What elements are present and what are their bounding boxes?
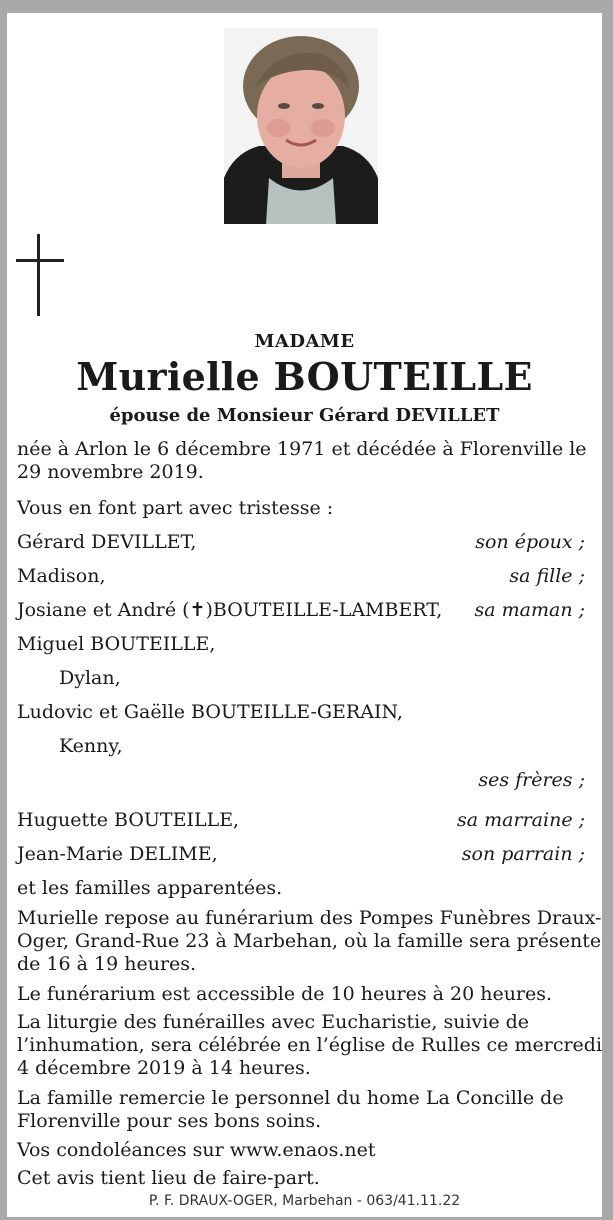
liturgy-line-1: La liturgie des funérailles avec Eucharistie, suivie de bbox=[17, 1011, 530, 1033]
family-name: Miguel BOUTEILLE, bbox=[17, 633, 216, 655]
family-name: Gérard DEVILLET, bbox=[17, 531, 197, 553]
funerarium-line-1: Murielle repose au funérarium des Pompes Funèbres Draux- bbox=[17, 907, 602, 929]
thanks-line-1: La famille remercie le personnel du home La Concille de bbox=[17, 1087, 564, 1109]
funerarium-line-2: Oger, Grand-Rue 23 à Marbehan, où la famille sera présente bbox=[17, 930, 602, 952]
liturgy-line-2: l’inhumation, sera célébrée en l’église de Rulles ce mercredi bbox=[17, 1034, 603, 1056]
family-name: Huguette BOUTEILLE, bbox=[17, 809, 240, 831]
intro-text: Vous en font part avec tristesse : bbox=[17, 497, 334, 519]
spouse-line: épouse de Monsieur Gérard DEVILLET bbox=[109, 405, 500, 426]
deceased-name: Murielle BOUTEILLE bbox=[76, 354, 533, 399]
family-relation: sa maman ; bbox=[474, 599, 585, 621]
obituary-card bbox=[7, 13, 602, 1217]
family-relation: son parrain ; bbox=[461, 843, 585, 865]
family-name: Josiane et André (✝)BOUTEILLE-LAMBERT, bbox=[17, 599, 443, 621]
portrait-image bbox=[224, 28, 378, 224]
portrait-photo bbox=[224, 28, 378, 224]
family-relation: sa fille ; bbox=[509, 565, 585, 587]
thanks-line-2: Florenville pour ses bons soins. bbox=[17, 1110, 322, 1132]
announcement-line: Cet avis tient lieu de faire-part. bbox=[17, 1167, 320, 1189]
birth-death-line-1: née à Arlon le 6 décembre 1971 et décédée à Florenville le bbox=[17, 438, 587, 460]
family-relation: son époux ; bbox=[475, 531, 585, 553]
family-name: Kenny, bbox=[59, 735, 123, 757]
condolences-line: Vos condoléances sur www.enaos.net bbox=[17, 1139, 376, 1161]
family-name: Jean-Marie DELIME, bbox=[17, 843, 218, 865]
funeral-home-footer: P. F. DRAUX-OGER, Marbehan - 063/41.11.22 bbox=[148, 1193, 461, 1209]
family-relation: sa marraine ; bbox=[457, 809, 585, 831]
families-line: et les familles apparentées. bbox=[17, 877, 283, 899]
birth-death-line-2: 29 novembre 2019. bbox=[17, 461, 204, 483]
liturgy-line-3: 4 décembre 2019 à 14 heures. bbox=[17, 1057, 311, 1079]
title-prefix: MADAME bbox=[254, 331, 355, 352]
cross-icon bbox=[16, 234, 64, 316]
family-name: Madison, bbox=[17, 565, 106, 587]
family-name: Dylan, bbox=[59, 667, 121, 689]
family-name: Ludovic et Gaëlle BOUTEILLE-GERAIN, bbox=[17, 701, 403, 723]
hours-line: Le funérarium est accessible de 10 heures à 20 heures. bbox=[17, 983, 553, 1005]
funerarium-line-3: de 16 à 19 heures. bbox=[17, 953, 197, 975]
family-relation: ses frères ; bbox=[478, 769, 585, 791]
